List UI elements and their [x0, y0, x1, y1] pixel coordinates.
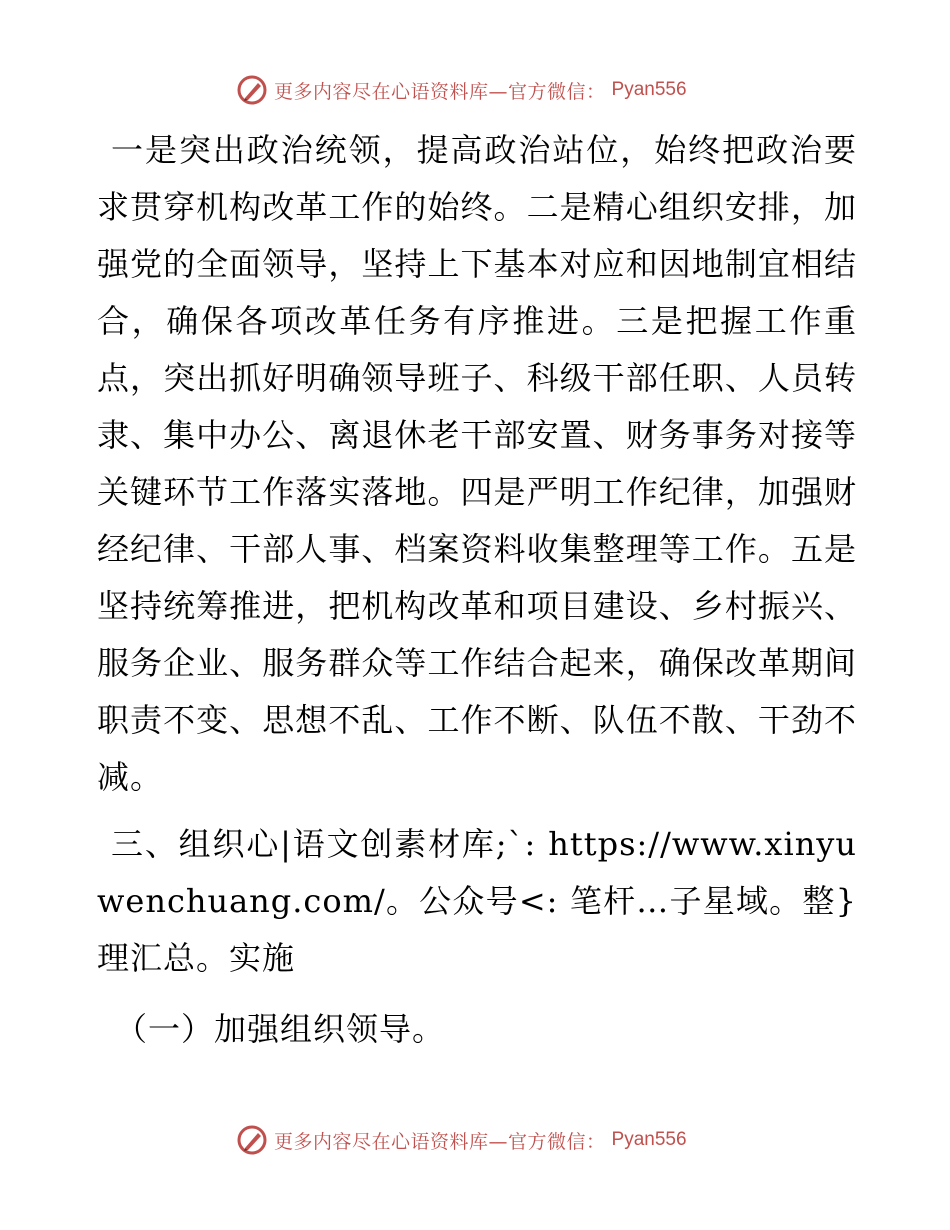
watermark-text: 更多内容尽在心语资料库—官方微信： — [274, 1130, 606, 1153]
body-paragraph: 一是突出政治统领，提高政治站位，始终把政治要求贯穿机构改革工作的始终。二是精心组织安排，加强党的全面领导，坚持上下基本对应和因地制宜相结合，确保各项改革任务有序推进。三是把握工作重点，突出抓好明确领导班子、科级干部任职、人员转隶、集中办公、离退休老干部安置、财务事务对接等关键环节工作落实落地。四是严明工作纪律，加强财经纪律、干部人事、档案资料收集整理等工作。五是坚持统筹推进，把机构改革和项目建设、乡村振兴、服务企业、服务群众等工作结合起来，确保改革期间职责不变、思想不乱、工作不断、队伍不散、干劲不减。 — [97, 131, 857, 796]
header-watermark — [236, 72, 687, 108]
section-heading: 三、组织心|语文创素材库;`: https://www.xinyuwenchuang.com/。公众号<: 笔杆…子星域。整}理汇总。实施 — [97, 825, 857, 977]
subsection-heading: （一）加强组织领导。 — [115, 1010, 446, 1048]
watermark-wechat-id: Pyan556 — [611, 1129, 687, 1150]
document-body — [97, 122, 857, 1058]
pen-logo-icon — [236, 74, 268, 106]
pen-logo-icon — [236, 1124, 268, 1156]
watermark-wechat-id: Pyan556 — [611, 79, 687, 100]
watermark-text: 更多内容尽在心语资料库—官方微信： — [274, 80, 606, 103]
footer-watermark — [236, 1122, 687, 1158]
